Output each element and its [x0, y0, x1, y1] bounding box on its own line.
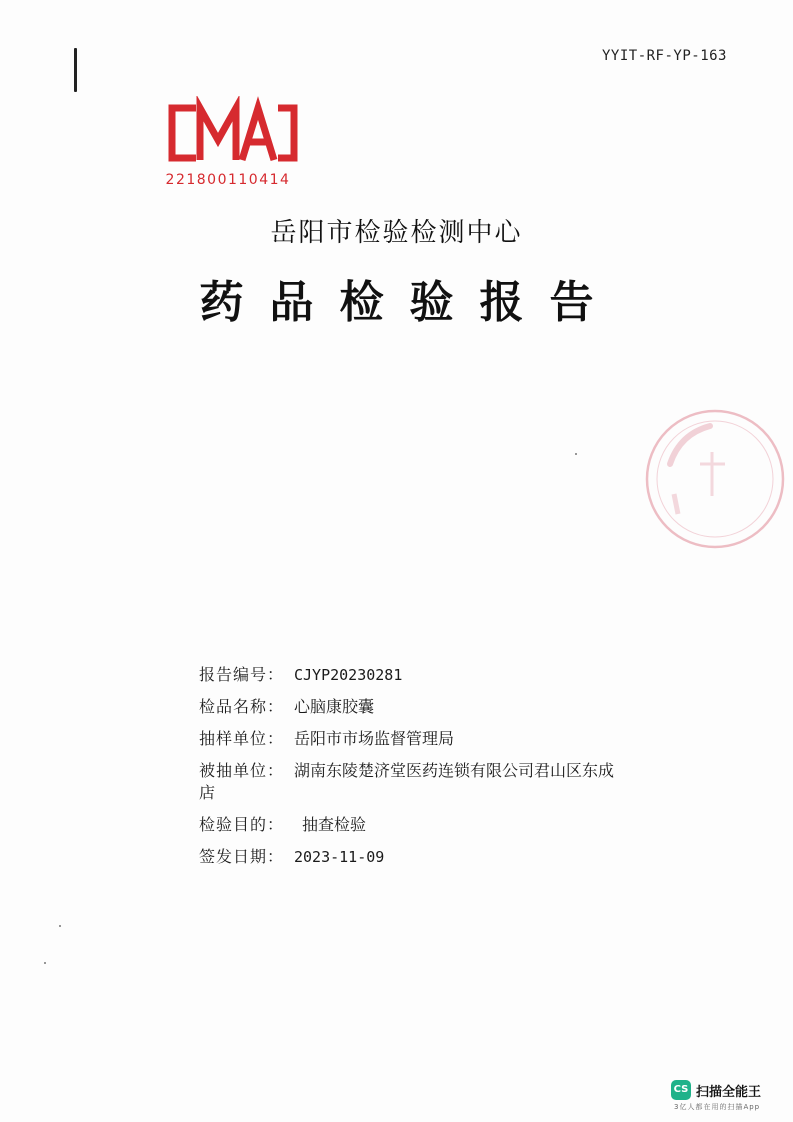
field-sampling-unit: [199, 728, 669, 750]
field-report-number: [199, 664, 669, 686]
report-info-block: [199, 664, 669, 868]
document-code: YYIT-RF-YP-163: [601, 48, 727, 64]
scan-speck: [575, 453, 577, 455]
scan-speck: [44, 962, 46, 964]
camscanner-logo-icon: CS: [671, 1080, 691, 1100]
scanner-app-name: 扫描全能王: [696, 1085, 762, 1100]
field-value: 抽查检验: [302, 815, 367, 834]
field-value: 湖南东陵楚济堂医药连锁有限公司君山区东成: [294, 761, 615, 780]
field-sampled-unit-continuation: [199, 782, 669, 804]
field-label: 报告编号：: [199, 665, 285, 684]
field-value: CJYP20230281: [294, 666, 403, 684]
field-label: 被抽单位：: [199, 761, 285, 780]
scanner-watermark: [671, 1078, 783, 1114]
field-issue-date: [199, 846, 669, 868]
field-value-continuation: 店: [199, 783, 216, 802]
scan-edge-mark: [74, 48, 77, 92]
cma-number: 221800110414: [165, 172, 291, 188]
official-seal-icon: [640, 404, 790, 554]
field-value: 2023-11-09: [294, 848, 385, 866]
scan-speck: [59, 925, 61, 927]
field-label: 检品名称：: [199, 697, 285, 716]
field-label: 检验目的：: [199, 815, 285, 834]
field-value: 岳阳市市场监督管理局: [294, 729, 455, 748]
field-sampled-unit: [199, 760, 669, 782]
organization-name: 岳阳市检验检测中心: [270, 218, 523, 248]
field-purpose: [199, 814, 669, 836]
field-label: 签发日期：: [199, 847, 285, 866]
field-label: 抽样单位：: [199, 729, 285, 748]
field-value: 心脑康胶囊: [294, 697, 375, 716]
report-title: 药品检验报告: [199, 277, 620, 328]
field-product-name: [199, 696, 669, 718]
scanner-tagline: 3亿人都在用的扫描App: [674, 1103, 761, 1111]
